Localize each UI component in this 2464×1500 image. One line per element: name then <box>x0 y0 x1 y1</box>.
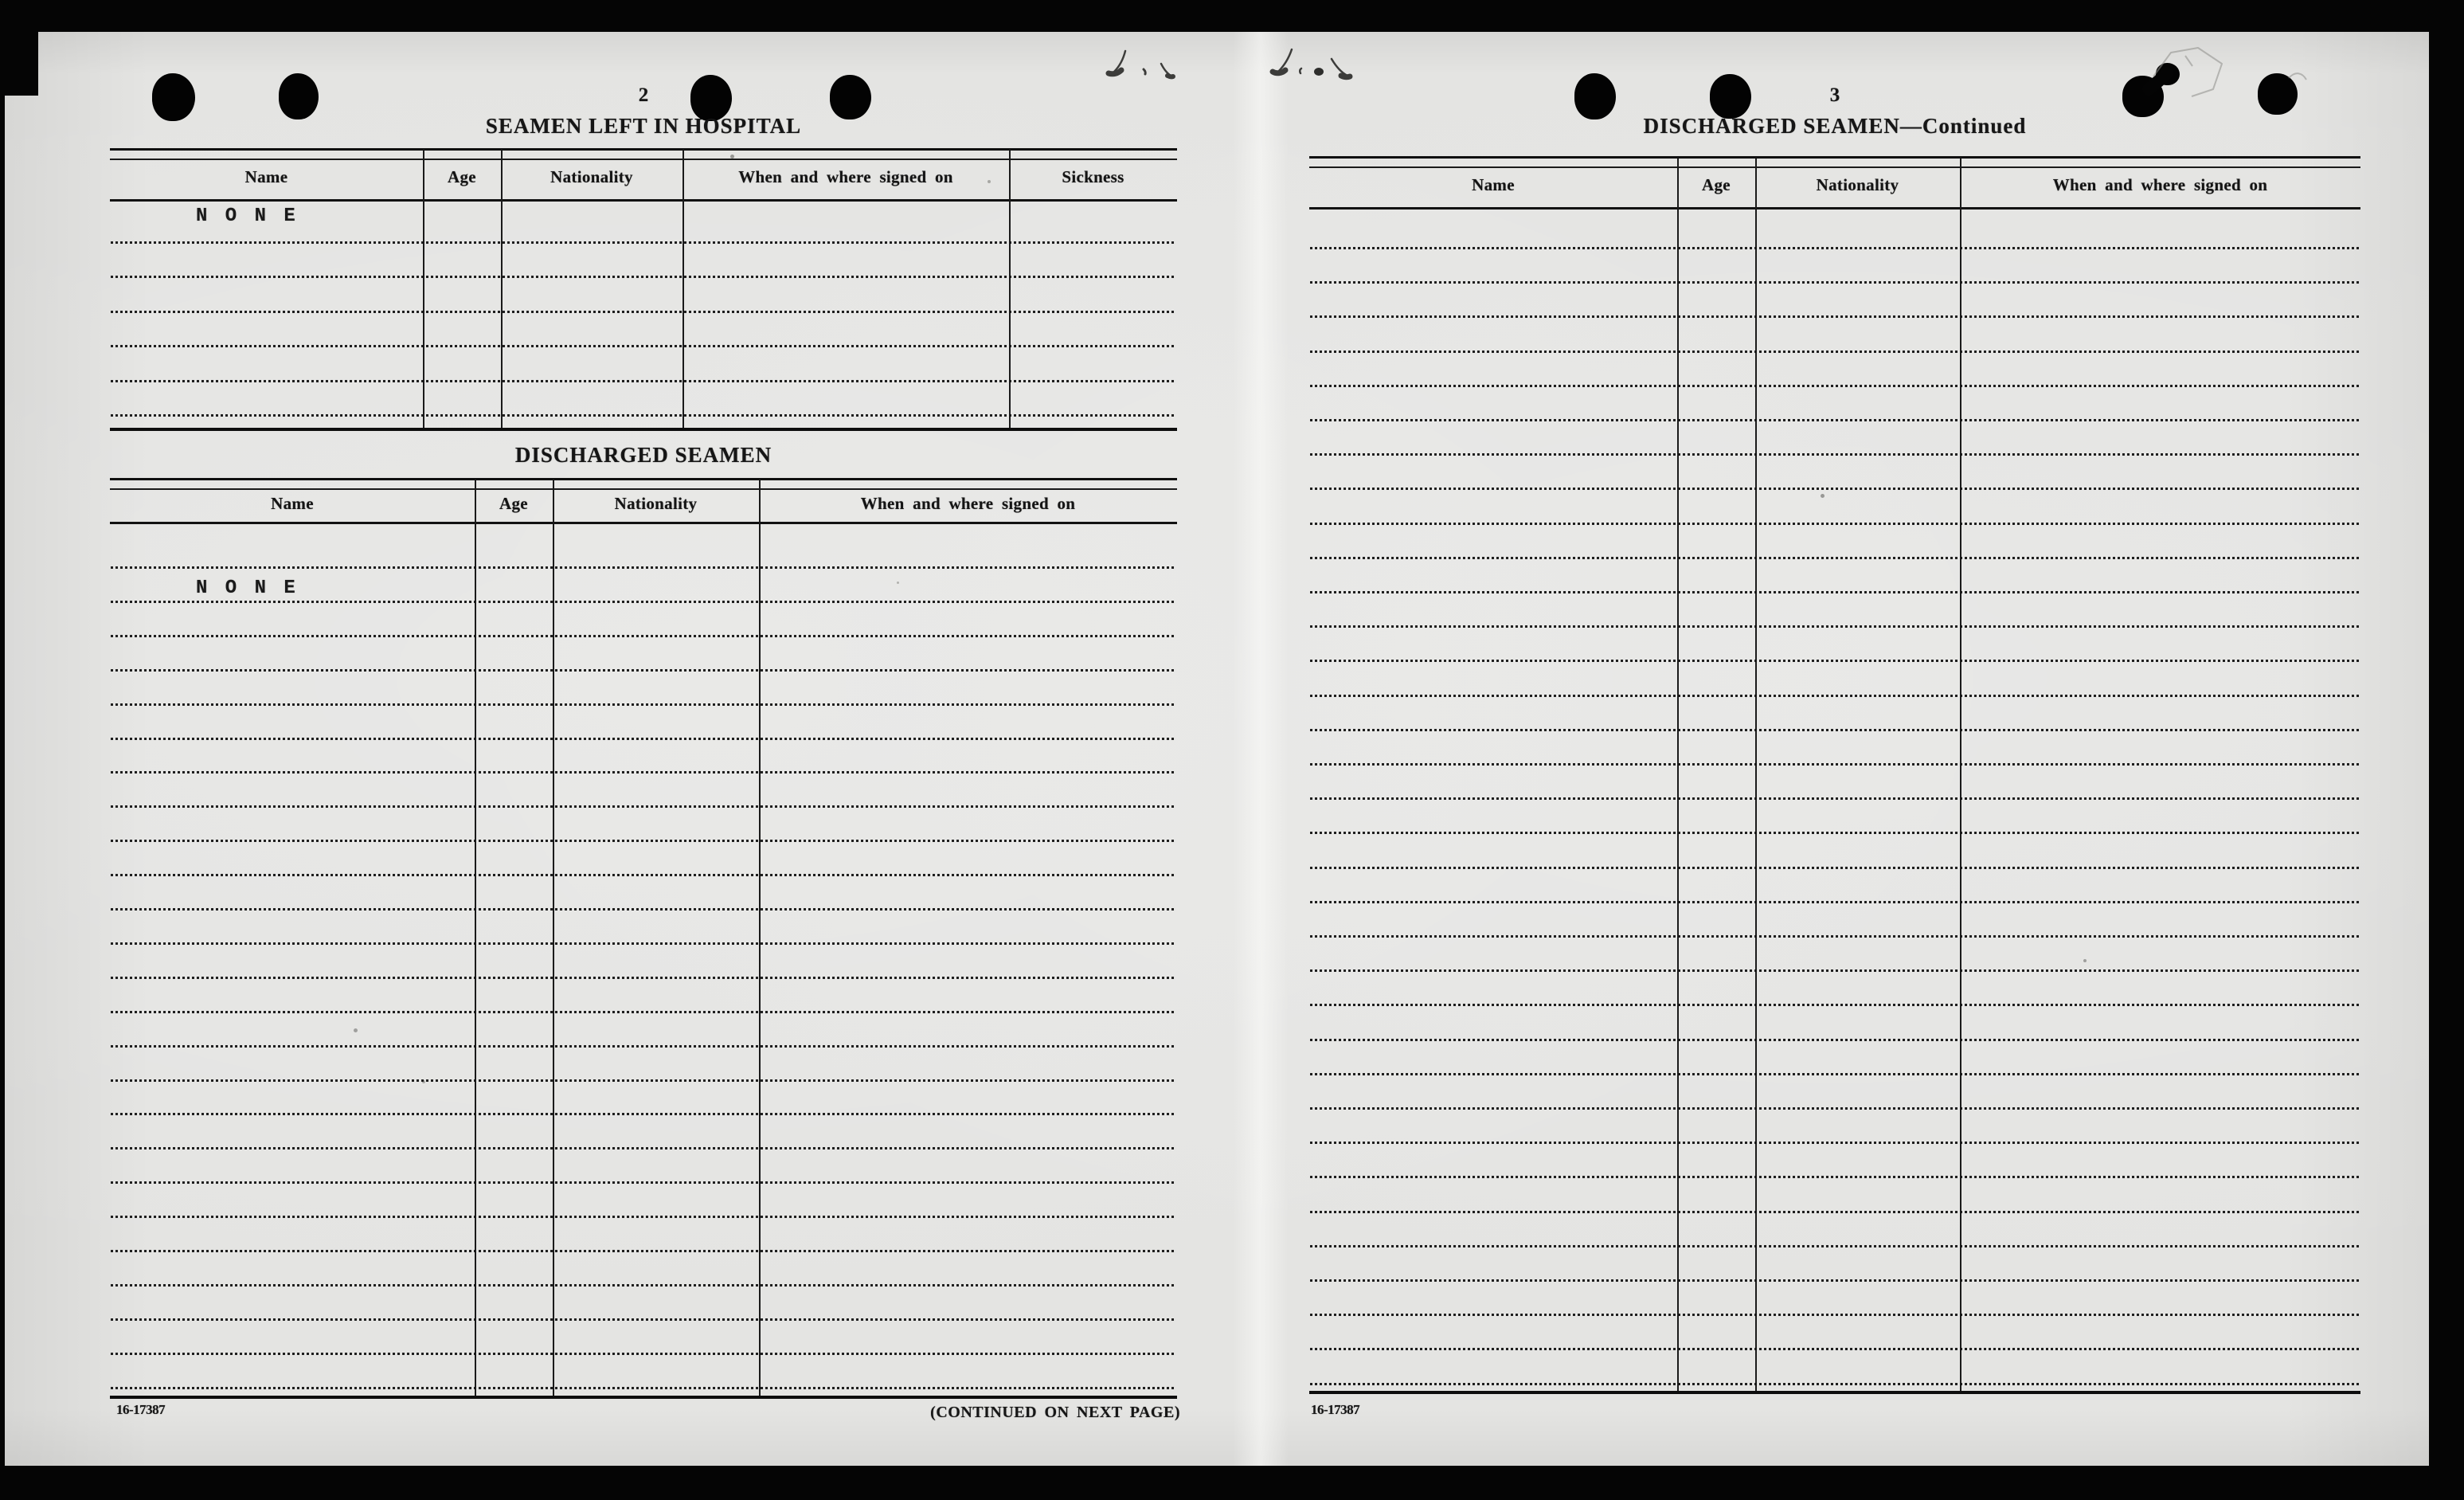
column-header-age: Age <box>1702 174 1731 194</box>
table-row-line <box>111 669 1176 672</box>
none-entry: N O N E <box>196 578 299 599</box>
table-row-line <box>111 805 1176 808</box>
table-row-line <box>1310 351 2360 353</box>
discharged-continued-title: DISCHARGED SEAMEN—Continued <box>1643 114 2027 138</box>
table-row-line <box>1310 1142 2360 1144</box>
page-gutter-shading <box>1233 32 1289 1466</box>
table-row-line <box>1310 1073 2360 1075</box>
table-row-line <box>111 241 1176 244</box>
table-row-line <box>111 635 1176 637</box>
column-header-name: Name <box>1472 174 1515 194</box>
table-row-line <box>1310 797 2360 800</box>
table-row-line <box>111 1387 1176 1389</box>
table-bottom-border <box>110 1396 1177 1399</box>
table-row-line <box>1310 901 2360 903</box>
table-row-line <box>111 1045 1176 1048</box>
column-header-nationality: Nationality <box>614 493 698 513</box>
table-row-line <box>1310 385 2360 387</box>
header-separator-line <box>110 199 1177 202</box>
page-number-right: 3 <box>1829 84 1840 106</box>
column-header-sickness: Sickness <box>1062 166 1124 186</box>
none-entry: N O N E <box>196 206 299 227</box>
table-row-line <box>1310 419 2360 421</box>
table-row-line <box>1310 625 2360 628</box>
table-row-line <box>111 1216 1176 1218</box>
column-divider <box>1960 158 1961 1392</box>
table-row-line <box>111 840 1176 842</box>
column-divider <box>1009 150 1011 429</box>
punch-hole <box>2156 63 2180 85</box>
table-row-line <box>1310 935 2360 938</box>
table-row-line <box>111 874 1176 876</box>
column-header-nationality: Nationality <box>1816 174 1899 194</box>
table-header-row <box>1309 164 2360 206</box>
column-divider <box>475 480 476 1397</box>
table-row-line <box>1310 1279 2360 1282</box>
table-row-line <box>1310 867 2360 869</box>
header-separator-line <box>1309 207 2360 210</box>
table-row-line <box>111 414 1176 417</box>
table-row-line <box>1310 1211 2360 1213</box>
table-row-line <box>1310 969 2360 972</box>
table-row-line <box>1310 591 2360 593</box>
table-row-line <box>1310 763 2360 766</box>
table-row-line <box>1310 315 2360 318</box>
table-row-line <box>111 908 1176 911</box>
header-separator-line <box>110 522 1177 524</box>
continued-on-next-page-note: (CONTINUED ON NEXT PAGE) <box>930 1404 1180 1421</box>
table-row-line <box>111 1318 1176 1321</box>
table-row-line <box>1310 281 2360 284</box>
column-divider <box>1755 158 1757 1392</box>
page-number-left: 2 <box>638 84 649 106</box>
table-row-line <box>111 345 1176 347</box>
column-divider <box>1677 158 1679 1392</box>
table-row-line <box>111 380 1176 382</box>
table-header-row <box>110 156 1177 198</box>
hospital-table-title: SEAMEN LEFT IN HOSPITAL <box>485 114 802 138</box>
table-row-line <box>111 311 1176 313</box>
table-row-line <box>111 566 1176 569</box>
table-row-line <box>1310 1348 2360 1350</box>
table-row-line <box>111 1181 1176 1184</box>
hospital-table <box>110 148 1177 431</box>
table-row-line <box>111 977 1176 979</box>
table-bottom-border <box>110 428 1177 431</box>
discharged-continued-table <box>1309 156 2360 1394</box>
table-row-line <box>111 1284 1176 1287</box>
table-row-line <box>1310 453 2360 456</box>
column-divider <box>682 150 684 429</box>
column-divider <box>501 150 503 429</box>
table-row-line <box>111 1147 1176 1149</box>
table-row-line <box>111 1113 1176 1115</box>
table-row-line <box>1310 488 2360 490</box>
table-row-line <box>1310 1383 2360 1385</box>
table-row-line <box>1310 1314 2360 1316</box>
table-row-line <box>111 942 1176 945</box>
form-number-left: 16-17387 <box>116 1402 166 1417</box>
table-row-line <box>1310 832 2360 834</box>
column-header-signed-on: When and where signed on <box>2052 174 2268 194</box>
table-header-row <box>110 486 1177 521</box>
table-row-line <box>111 601 1176 603</box>
column-divider <box>759 480 761 1397</box>
scan-black-corner <box>0 0 38 96</box>
table-row-line <box>111 1353 1176 1355</box>
column-header-signed-on: When and where signed on <box>860 493 1076 513</box>
discharged-table <box>110 478 1177 1399</box>
table-row-line <box>111 1011 1176 1013</box>
table-row-line <box>1310 247 2360 249</box>
table-row-line <box>111 1250 1176 1252</box>
column-header-nationality: Nationality <box>550 166 633 186</box>
table-row-line <box>1310 557 2360 559</box>
form-number-right: 16-17387 <box>1311 1402 1360 1417</box>
table-bottom-border <box>1309 1391 2360 1394</box>
table-row-line <box>1310 1107 2360 1110</box>
table-row-line <box>1310 1245 2360 1247</box>
table-row-line <box>1310 695 2360 697</box>
column-header-name: Name <box>271 493 314 513</box>
table-row-line <box>1310 1039 2360 1041</box>
column-header-signed-on: When and where signed on <box>738 166 953 186</box>
table-row-line <box>1310 523 2360 525</box>
table-row-line <box>111 738 1176 740</box>
table-row-line <box>111 1079 1176 1082</box>
table-row-line <box>111 703 1176 706</box>
table-row-line <box>1310 1176 2360 1178</box>
table-row-line <box>111 771 1176 773</box>
table-row-line <box>1310 660 2360 662</box>
discharged-table-title: DISCHARGED SEAMEN <box>514 443 772 467</box>
column-divider <box>553 480 554 1397</box>
table-row-line <box>111 276 1176 278</box>
table-row-line <box>1310 1004 2360 1006</box>
table-row-line <box>1310 729 2360 731</box>
column-header-age: Age <box>499 493 528 513</box>
column-header-name: Name <box>244 166 288 186</box>
column-header-age: Age <box>448 166 476 186</box>
column-divider <box>423 150 424 429</box>
